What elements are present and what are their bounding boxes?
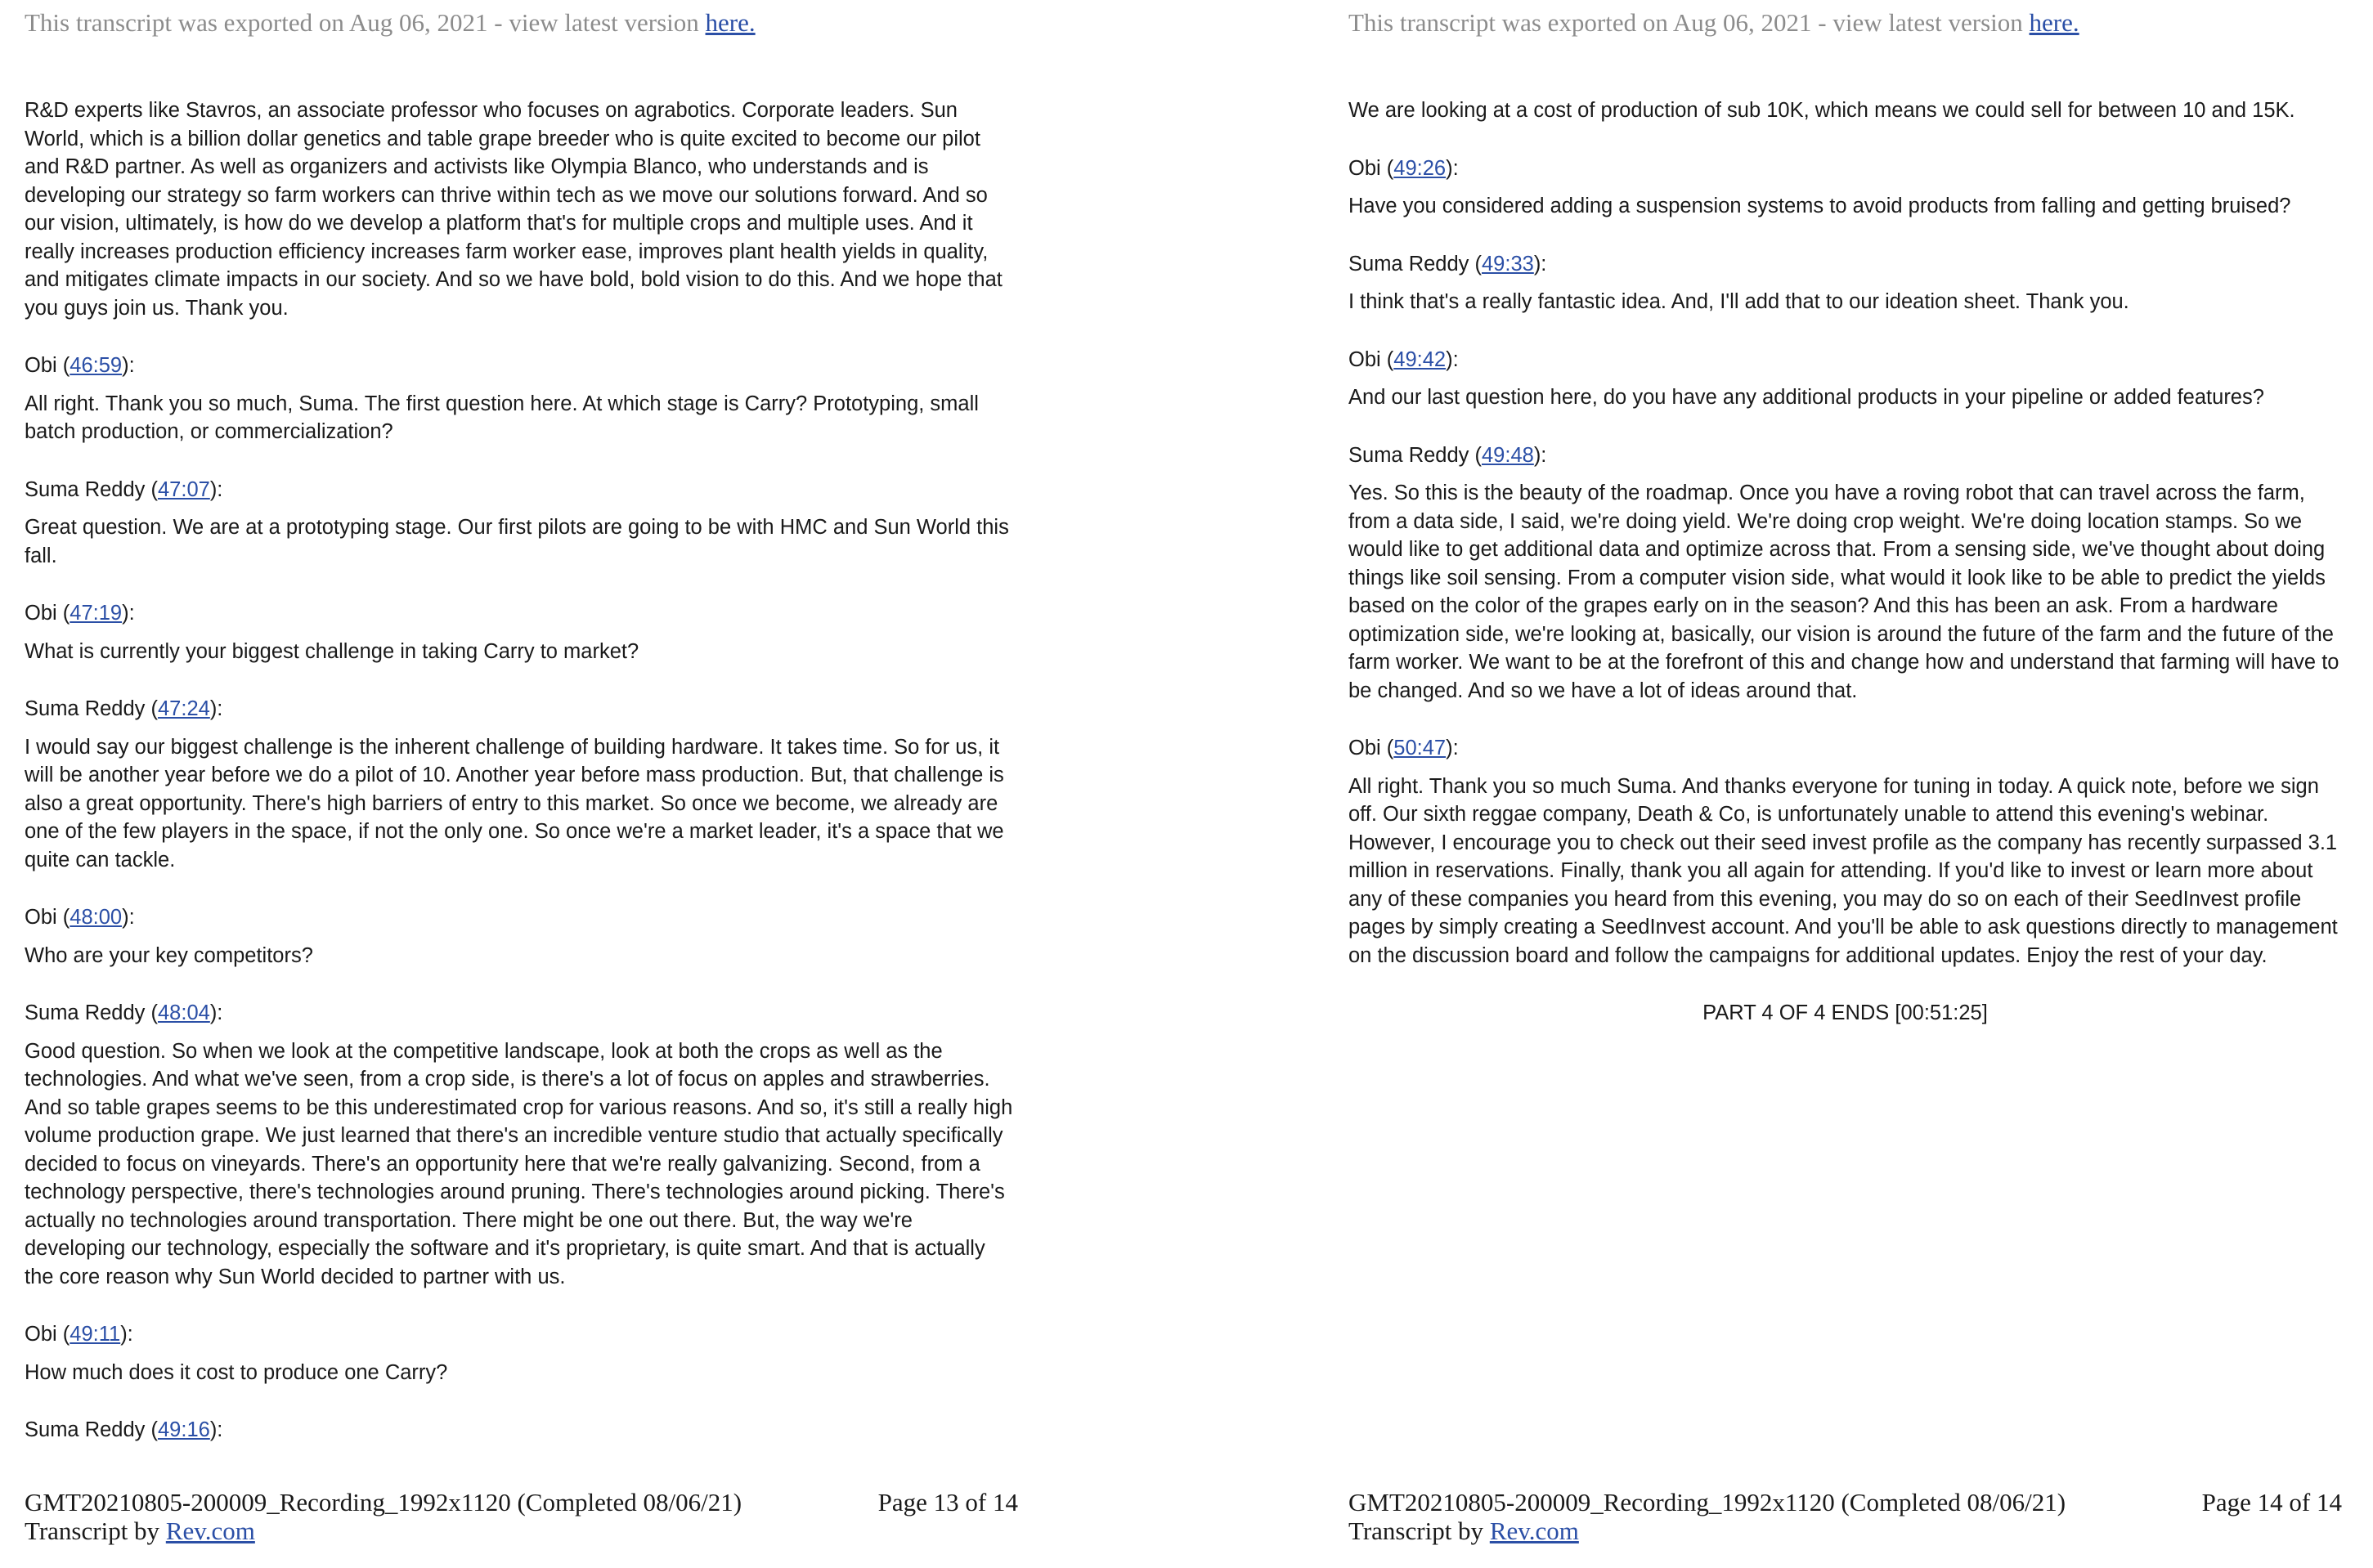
speech-text: All right. Thank you so much, Suma. The first question here. At which stage is Carry? Prototyping, small batch production, or commercialization? [25,392,979,443]
speech-text: Have you considered adding a suspension systems to avoid products from falling and getting bruised? [1348,195,2291,217]
speaker-line: Suma Reddy (49:48): [1348,443,1547,467]
speech-text: All right. Thank you so much Suma. And thanks everyone for tuning in today. A quick note, before we sign off. Our sixth reggae company, Death & Co, is unfortunately unable to attend this evening's webinar. However, I encourage you to check out their seed invest profile as the company has recently surpassed 3.1 million in reservations. Finally, thank you all again for attending. If you'd like to invest or learn more about any of these companies you heard from this evening, you may do so on each of their SeedInvest profile pages by simply creating a SeedInvest account. And you'll be able to ask questions directly to management on the discussion board and follow the campaigns for additional updates. Enjoy the rest of your day. [1348,774,2338,967]
recording-file-name: GMT20210805-200009_Recording_1992x1120 (Completed 08/06/21) [1348,1488,2066,1516]
latest-version-link[interactable]: here. [705,8,756,37]
transcript-credit: Transcript by [25,1516,160,1545]
timestamp-link[interactable]: 50:47 [1393,737,1447,759]
speech-text: Good question. So when we look at the competitive landscape, look at both the crops as well as the technologies. And what we've seen, from a crop side, is there's a lot of focus on apples and strawberries. And so table grapes seems to be this underestimated crop for various reasons. And so, it's still a really high volume production grape. We just learned that there's an incredible venture studio that actually specifically decided to focus on vineyards. There's an opportunity here that we're really galvanizing. Second, from a technology perspective, there's technologies around pruning. There's technologies around picking. There's actually no technologies around transportation. There might be one out there. But, the way we're developing our technology, especially the software and it's proprietary, is quite smart. And that is actually the core reason why Sun World decided to partner with us. [25,1039,1013,1288]
timestamp-link[interactable]: 49:26 [1393,156,1447,180]
timestamp-link[interactable]: 49:11 [70,1323,121,1346]
timestamp-link[interactable]: 47:07 [158,477,210,501]
page-footer [1348,1488,2342,1545]
recording-file-name: GMT20210805-200009_Recording_1992x1120 (Completed 08/06/21) [25,1488,742,1516]
timestamp-link[interactable]: 49:33 [1482,252,1534,276]
transcript-credit: Transcript by [1348,1516,1484,1545]
part-end-note: PART 4 OF 4 ENDS [00:51:25] [1702,1001,1988,1024]
speaker-line: Suma Reddy (47:24): [25,697,223,720]
timestamp-link[interactable]: 47:24 [158,697,210,720]
rev-link[interactable]: Rev.com [165,1516,255,1545]
speaker-line: Suma Reddy (49:33): [1348,252,1547,276]
speech-text: I think that's a really fantastic idea. And, I'll add that to our ideation sheet. Thank you. [1348,290,2129,313]
export-notice: This transcript was exported on Aug 06, 2021 - view latest version here. [25,8,756,37]
latest-version-link[interactable]: here. [2029,8,2079,37]
speech-text: I would say our biggest challenge is the inherent challenge of building hardware. It takes time. So for us, it will be another year before we do a pilot of 10. Another year before mass production. But, that challenge is also a great opportunity. There's high barriers of entry to this market. So once we become, we already are one of the few players in the space, if not the only one. So once we're a market leader, it's a space that we quite can tackle. [25,735,1004,871]
timestamp-link[interactable]: 46:59 [70,354,123,377]
timestamp-link[interactable]: 49:42 [1393,347,1447,371]
speaker-line: Suma Reddy (47:07): [25,477,223,501]
rev-link[interactable]: Rev.com [1489,1516,1579,1545]
speaker-line: Obi (50:47): [1348,737,1459,759]
speech-text: And our last question here, do you have any additional products in your pipeline or added features? [1348,386,2264,409]
transcript-body [25,96,1018,1454]
transcript-page-14 [1348,0,2342,1568]
page-number: Page 13 of 14 [877,1488,1018,1516]
export-notice: This transcript was exported on Aug 06, 2021 - view latest version here. [1348,8,2079,37]
opening-paragraph: We are looking at a cost of production of sub 10K, which means we could sell for between 10 and 15K. [1348,99,2295,122]
timestamp-link[interactable]: 48:00 [70,906,123,929]
speaker-line: Suma Reddy (49:16): [25,1418,223,1441]
speaker-line: Suma Reddy (48:04): [25,1001,223,1024]
speaker-line: Obi (48:00): [25,906,135,929]
page-number: Page 14 of 14 [2201,1488,2342,1516]
speech-text: Who are your key competitors? [25,943,313,967]
speech-text: What is currently your biggest challenge in taking Carry to market? [25,639,639,663]
page-footer [25,1488,1018,1545]
speech-text: Yes. So this is the beauty of the roadmap. Once you have a roving robot that can travel across the farm, from a data side, I said, we're doing yield. We're doing crop weight. We're doing location stamps. So we would like to get additional data and optimize across that. From a sensing side, we've thought about doing things like soil sensing. From a computer vision side, what would it look like to be able to predict the yields based on the color of the grapes early on in the season? And this has been an ask. From a hardware optimization side, we're looking at, basically, our vision is around the future of the farm and the future of the farm worker. We want to be at the forefront of this and change how and understand that farming will have to be changed. And so we have a lot of ideas around that. [1348,482,2339,702]
speech-text: Great question. We are at a prototyping stage. Our first pilots are going to be with HMC and Sun World this fall. [25,516,1009,567]
timestamp-link[interactable]: 48:04 [158,1001,210,1024]
transcript-page-13 [25,0,1018,1568]
speaker-line: Obi (49:11): [25,1323,133,1346]
timestamp-link[interactable]: 47:19 [70,602,123,625]
opening-paragraph: R&D experts like Stavros, an associate professor who focuses on agrabotics. Corporate leaders. Sun World, which is a billion dollar genetics and table grape breeder who is quite excited to become our pilot and R&D partner. As well as organizers and activists like Olympia Blanco, who understands and is developing our strategy so farm workers can thrive within tech as we move our solutions forward. And so our vision, ultimately, is how do we develop a platform that's for multiple crops and multiple uses. And it really increases production efficiency increases farm worker ease, improves plant health yields in quality, and mitigates climate impacts in our society. And so we have bold, bold vision to do this. And we hope that you guys join us. Thank you. [25,99,1003,320]
timestamp-link[interactable]: 49:48 [1482,443,1534,467]
speaker-line: Obi (49:42): [1348,347,1459,371]
speaker-line: Obi (49:26): [1348,156,1459,180]
timestamp-link[interactable]: 49:16 [158,1418,210,1441]
speech-text: How much does it cost to produce one Carry? [25,1360,448,1384]
speaker-line: Obi (47:19): [25,602,135,625]
transcript-body [1348,96,2342,1048]
speaker-line: Obi (46:59): [25,354,135,377]
